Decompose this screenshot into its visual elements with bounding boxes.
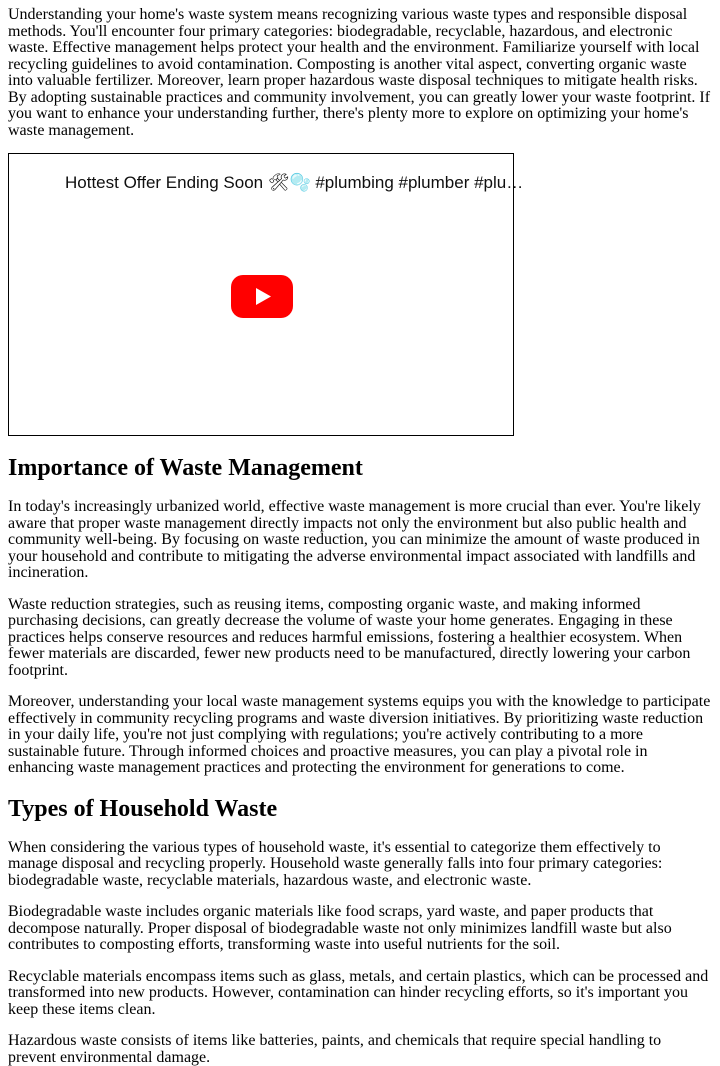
paragraph: Biodegradable waste includes organic materials like food scraps, yard waste, and paper products that decompose naturally. Proper disposal of biodegradable waste not only minimizes landfill waste but also contributes to composting efforts, transforming waste into useful nutrients for the soil. xyxy=(8,903,672,953)
video-embed[interactable] xyxy=(8,153,524,436)
section-heading-importance: Importance of Waste Management xyxy=(8,455,363,481)
video-title[interactable]: Hottest Offer Ending Soon 🛠🫧 #plumbing #plumber #plu… xyxy=(65,173,524,192)
section-heading-types: Types of Household Waste xyxy=(8,795,278,822)
youtube-play-icon[interactable] xyxy=(231,275,293,318)
article xyxy=(0,7,720,1066)
paragraph: In today's increasingly urbanized world, effective waste management is more crucial than ever. You're likely aware that proper waste management directly impacts not only the environment but also public health and community well-being. By focusing on waste reduction, you can minimize the amount of waste produced in your household and contribute to mitigating the adverse environmental impact associated with landfills and incineration. xyxy=(8,498,701,581)
paragraph: Waste reduction strategies, such as reusing items, composting organic waste, and making informed purchasing decisions, can greatly decrease the volume of waste your home generates. Engaging in these practices helps conserve resources and reduces harmful emissions, fostering a healthier ecosystem. When fewer materials are discarded, fewer new products need to be manufactured, directly lowering your carbon footprint. xyxy=(8,595,691,679)
intro-paragraph: Understanding your home's waste system means recognizing various waste types and responsible disposal methods. You'll encounter four primary categories: biodegradable, recyclable, hazardous, and electronic waste. Effective management helps protect your health and the environment. Familiarize yourself with local recycling guidelines to avoid contamination. Composting is another vital aspect, converting organic waste into valuable fertilizer. Moreover, learn proper hazardous waste disposal techniques to mitigate health risks. By adopting sustainable practices and community involvement, you can greatly lower your waste footprint. If you want to enhance your understanding further, there's plenty more to explore on optimizing your home's waste management. xyxy=(8,6,711,139)
paragraph: Recyclable materials encompass items such as glass, metals, and certain plastics, which can be processed and transformed into new products. However, contamination can hinder recycling efforts, so it's important you keep these items clean. xyxy=(8,967,709,1018)
paragraph: When considering the various types of household waste, it's essential to categorize them effectively to manage disposal and recycling properly. Household waste generally falls into four primary categories: biodegradable waste, recyclable materials, hazardous waste, and electronic waste. xyxy=(8,838,663,889)
paragraph: Hazardous waste consists of items like batteries, paints, and chemicals that require special handling to prevent environmental damage. xyxy=(8,1032,662,1066)
paragraph: Moreover, understanding your local waste management systems equips you with the knowledge to participate effectively in community recycling programs and waste diversion initiatives. By prioritizing waste reduction in your daily life, you're not just complying with regulations; you're actively contributing to a more sustainable future. Through informed choices and proactive measures, you can play a pivotal role in enhancing waste management practices and protecting the environment for generations to come. xyxy=(8,693,711,776)
